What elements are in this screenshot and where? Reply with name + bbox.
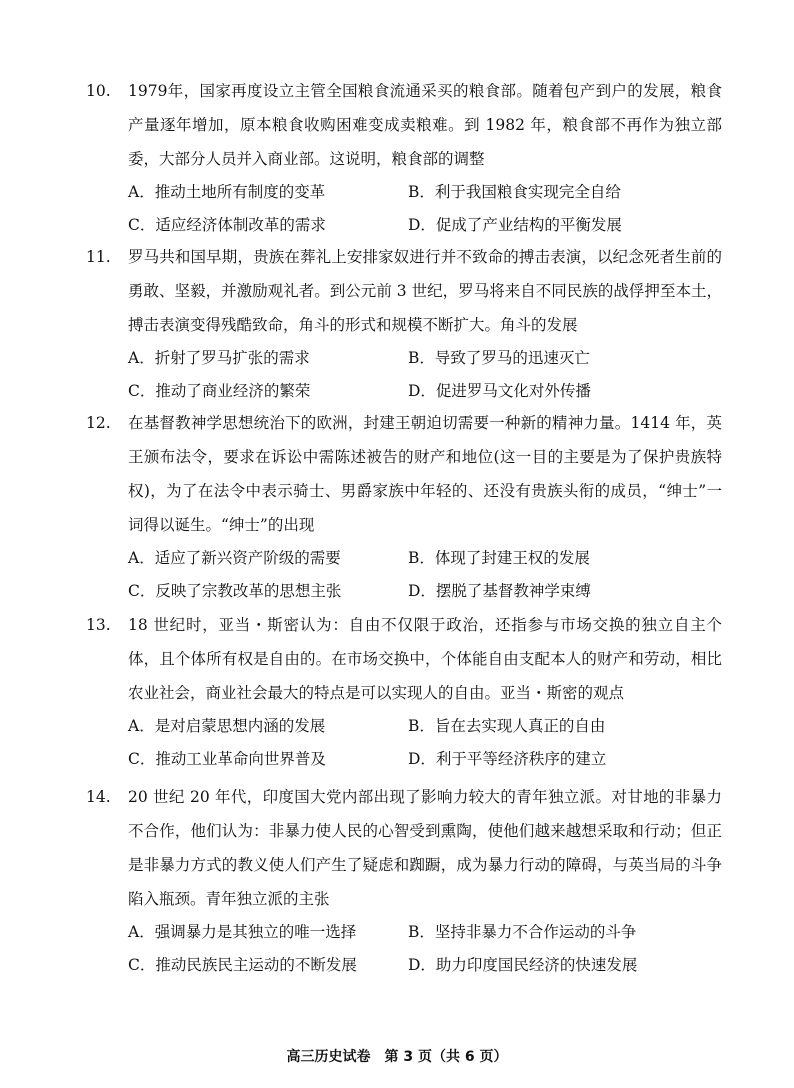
option-c[interactable]: C．推动工业革命向世界普及 <box>128 750 326 768</box>
question-stem <box>86 780 722 916</box>
options <box>92 542 722 608</box>
question-text: 罗马共和国早期，贵族在葬礼上安排家奴进行并不致命的搏击表演，以纪念死者生前的勇敢、坚毅，并激励观礼者。到公元前 3 世纪，罗马将来自不同民族的战俘押至本土，搏击表演变得残酷致命，角斗的形式和规模不断扩大。角斗的发展 <box>128 248 722 334</box>
question-number: 13. <box>86 616 111 634</box>
options <box>92 342 722 408</box>
option-b[interactable]: B．利于我国粮食实现完全自给 <box>408 183 621 201</box>
option-b[interactable]: B．体现了封建王权的发展 <box>408 549 590 567</box>
option-c[interactable]: C．推动了商业经济的繁荣 <box>128 382 311 400</box>
option-c[interactable]: C．反映了宗教改革的思想主张 <box>128 582 342 600</box>
option-a[interactable]: A．是对启蒙思想内涵的发展 <box>128 717 326 735</box>
page-footer: 高三历史试卷 第 3 页（共 6 页） <box>286 1049 508 1065</box>
option-a[interactable]: A．推动土地所有制度的变革 <box>128 183 326 201</box>
question-text: 18 世纪时，亚当・斯密认为：自由不仅限于政治，还指参与市场交换的独立自主个体，且个体所有权是自由的。在市场交换中，个体能自由支配本人的财产和劳动，相比农业社会，商业社会最大的特点是可以实现人的自由。亚当・斯密的观点 <box>128 616 722 702</box>
option-a[interactable]: A．强调暴力是其独立的唯一选择 <box>128 923 357 941</box>
question-number: 10. <box>86 82 111 100</box>
option-a[interactable]: A．适应了新兴资产阶级的需要 <box>128 549 341 567</box>
options <box>92 710 722 776</box>
question-stem <box>86 74 722 176</box>
option-d[interactable]: D．助力印度国民经济的快速发展 <box>408 956 638 974</box>
option-b[interactable]: B．坚持非暴力不合作运动的斗争 <box>408 923 637 941</box>
question-stem <box>86 240 722 342</box>
question-number: 11. <box>86 248 111 266</box>
question-number: 14. <box>86 788 111 806</box>
question-13 <box>86 608 722 776</box>
question-12 <box>86 406 722 608</box>
options <box>92 916 722 982</box>
option-c[interactable]: C．推动民族民主运动的不断发展 <box>128 956 357 974</box>
option-a[interactable]: A．折射了罗马扩张的需求 <box>128 349 310 367</box>
option-b[interactable]: B．旨在去实现人真正的自由 <box>408 717 606 735</box>
question-text: 1979年，国家再度设立主管全国粮食流通采买的粮食部。随着包产到户的发展，粮食产量逐年增加，原本粮食收购困难变成卖粮难。到 1982 年，粮食部不再作为独立部委，大部分人员并入商业部。这说明，粮食部的调整 <box>128 82 722 168</box>
options <box>92 176 722 242</box>
question-10 <box>86 74 722 242</box>
option-d[interactable]: D．促进罗马文化对外传播 <box>408 382 591 400</box>
question-number: 12. <box>86 414 111 432</box>
question-14 <box>86 780 722 982</box>
option-d[interactable]: D．摆脱了基督教神学束缚 <box>408 582 591 600</box>
option-d[interactable]: D．利于平等经济秩序的建立 <box>408 750 607 768</box>
question-text: 20 世纪 20 年代，印度国大党内部出现了影响力较大的青年独立派。对甘地的非暴力不合作，他们认为：非暴力使人民的心智受到熏陶，使他们越来越想采取和行动；但正是非暴力方式的教义使人们产生了疑虑和踟蹰，成为暴力行动的障碍，与英当局的斗争陷入瓶颈。青年独立派的主张 <box>128 788 722 908</box>
question-stem <box>86 406 722 542</box>
question-11 <box>86 240 722 408</box>
question-text: 在基督教神学思想统治下的欧洲，封建王朝迫切需要一种新的精神力量。1414 年，英王颁布法令，要求在诉讼中需陈述被告的财产和地位(这一目的主要是为了保护贵族特权)，为了在法令中表示骑士、男爵家族中年轻的、还没有贵族头衔的成员，“绅士”一词得以诞生。“绅士”的出现 <box>128 414 722 534</box>
option-d[interactable]: D．促成了产业结构的平衡发展 <box>408 216 622 234</box>
question-stem <box>86 608 722 710</box>
option-c[interactable]: C．适应经济体制改革的需求 <box>128 216 326 234</box>
option-b[interactable]: B．导致了罗马的迅速灭亡 <box>408 349 590 367</box>
